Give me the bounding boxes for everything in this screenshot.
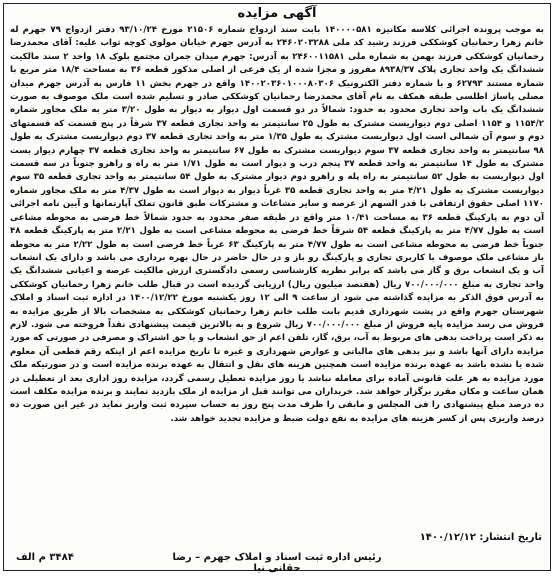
publish-label: تاریخ انتشار: <box>479 532 542 543</box>
signature: رئیس اداره ثبت اسناد و املاک جهرم – رضا حقانی نیا <box>172 552 382 574</box>
notice-body: به موجب پرونده اجرائی کلاسه مکانیزه ۱۴۰۰۰۰۵۸۱ بابت سند ازدواج شماره ۲۱۵۰۶ مورخ ۹۳/۱۰/۲۴ دفتر ازدواج ۷۹ جهرم له خانم زهرا رحمانیان کوشککی فرزند رشید کد ملی ۲۴۶۰۲۰۳۲۸۸ به آدرس جهرم خیابان مولوی کوچه ثواب علیه: آقای محمدرضا رحمانیان کوشککی فرزند بهمن به شماره ملی ۲۴۶۰۰۱۱۵۸۱ به آدرس: جهرم میدان جمران مجتمع بلوک ۱۸ واحد ۲ سند مالکیت ششدانگ یک واحد تجاری پلاک ۸۹۳۸/۳۷ مفروز و مجزا شده از یک فرعی از اصلی مذکور قطعه ۳۶ به مساحت ۱۸/۴ متر مربع با شماره مستند ۶۲۷۹۳ و با شماره دفتر الکترونیک ۱۴۰۰۲۰۳۶۰۱۰۰۰۸۰۳۰۶ واقع در جهرم بخش ۱۱ فارس به آدرس جهرم میدان مصلی پاساژ اطلسی طبقه همکف به نام آقای محمدرضا رحمانیان کوشککی صادر و تسلیم شده است ملک موصوف به صورت ششدانگ یک باب واحد تجاری محدود به حدود: شمالاً در دو قسمت اول دیوار به دیوار به طول ۳/۲۰ متر به ملک مجاور شماره ۱۱۵۴/۲ و ۱۱۵۴ اصلی دوم دیواریست مشترک به طول ۲۵ سانتیمتر به واحد تجاری قطعه ۳۷ شرقاً در پنج قسمت که قسمتهای دوم و سوم آن شمالی است اول دیواریست مشترک به طول ۱/۳۵ متر به واحد تجاری قطعه ۳۷ دوم دیواریست مشترک به طول ۹۸ سانتیمتر به واحد تجاری قطعه ۳۷ سوم دیواریست مشترک به طول ۶۷ سانتیمتر به واحد تجاری قطعه ۳۷ چهارم دیوار بست مشترک به طول ۱۴ سانتیمتر به واحد قطعه ۳۷ پنجم درب و دیوار است به طول ۱/۷۱ متر به راه و راهرو جنوباً در سه قسمت اول دیواریست به طول ۵۲ سانتیمتر به راه پله و راهرو دوم دیوار مشترک به طول ۵۴ سانتیمتر به واحد تجاری قطعه ۳۵ سوم دیواریست مشترک به طول ۴/۲۱ متر به واحد تجاری قطعه ۳۵ غرباً دیوار به دیوار است به طول ۴/۳۷ متر به ملک مجاور شماره ۱۱۷۰ اصلی حقوق ارتفاقی با قدر السهم از عرصه و سایر مشاعات و مشترکات طبق قانون تملک آپارتمانها و آیین نامه اجرائی آن دوم به پارکینگ قطعه ۳۶ به مساحت ۱۰/۴۱ متر واقع در طبقه صفر محدود به حدود شمالاً خط فرضی به محوطه مشاعی است به طول ۴/۷۷ متر به پارکینگ قطعه ۵۴ شرقاً خط فرضی به محوطه مشاعی است به طول ۲/۲۱ متر به پارکینگ قطعه ۴۸ جنوباً خط فرضی به محوطه مشاعی است به طول ۴/۷۷ متر به پارکینگ ۶۳ غرباً خط فرضی است به طول ۲/۲۲ متر به محوطه باز مشاعی ملک موصوف با کاربری تجاری و پارکینگ رو باز و در حال حاضر در حال بهره برداری می باشد و دارای یک انشعاب آب و یک انشعاب برق و گاز می باشد که برابر نظریه کارشناسی رسمی دادگستری ارزش مالکیت عرصه و اعیانی ششدانگ یک واحد تجاری به مبلغ ۷۰۰/۰۰۰/۰۰۰ ریال (هفتصد میلیون ریال) ارزیابی گردیده است در قبال طلب خانم زهرا رحمانیان کوشککی به آدرس فوق الذکر به مزایده گذاشته می شود از ساعت ۹ الی ۱۲ روز یکشنبه مورخ ۱۴۰۰/۱۲/۲۲ در اداره ثبت اسناد و املاک شهرستان جهرم واقع در پشت شهرداری قدیم بابت طلب خانم زهرا رحمانیان کوشککی به مشخصات بالا از طریق مزایده به فروش می رسد مزایده پایه فروش از مبلغ ۷۰۰/۰۰۰/۰۰۰ ریال شروع و به بالاترین قیمت پیشنهادی نقداً فروخته می شود. لازم به ذکر است پرداخت بدهی های مربوط به آب، برق، گاز، تلفن اعم از حق انشعاب و یا حق اشتراک و مصرفی در صورتی که مورد مزایده دارای آنها باشد و نیز بدهی های مالیاتی و عوارض شهرداری و غیره تا تاریخ مزایده اعم از اینکه رقم قطعی آن معلوم شده یا نشده باشد به عهده برنده مزایده است همچنین هزینه های نقل و انتقال به عهده برنده مزایده است و در صورتیکه ملک مورد مزایده به هر علت قانونی آماده برای معامله نباشد یا روز مزایده تعطیل رسمی گردد، مزایده روز اداری بعد از تعطیلی در همان ساعت و مکان مقرر برگزار خواهد شد. خریداران می توانند قبل از مزایده از ملک بازدید نمایند و برنده مزایده مکلف است ده درصد مبلغ پیشنهادی را فی المجلس و مابقی را ظرف مدت پنج روز به حساب سپرده ثبت واریز نماید در غیر این صورت ده درصد واریزی پس از کسر هزینه های مزایده به نفع دولت ضبط و مزایده تجدید خواهد شد. <box>10 25 544 424</box>
notice-title: آگهی مزایده <box>237 6 317 21</box>
reference-code: ۳۴۸۴ م الف <box>16 552 74 563</box>
auction-notice <box>3 3 551 574</box>
publish-date: ۱۴۰۰/۱۲/۱۲ <box>419 532 476 543</box>
publish-date-line <box>420 532 542 543</box>
publish-row <box>10 532 544 548</box>
signature-row <box>10 552 544 574</box>
